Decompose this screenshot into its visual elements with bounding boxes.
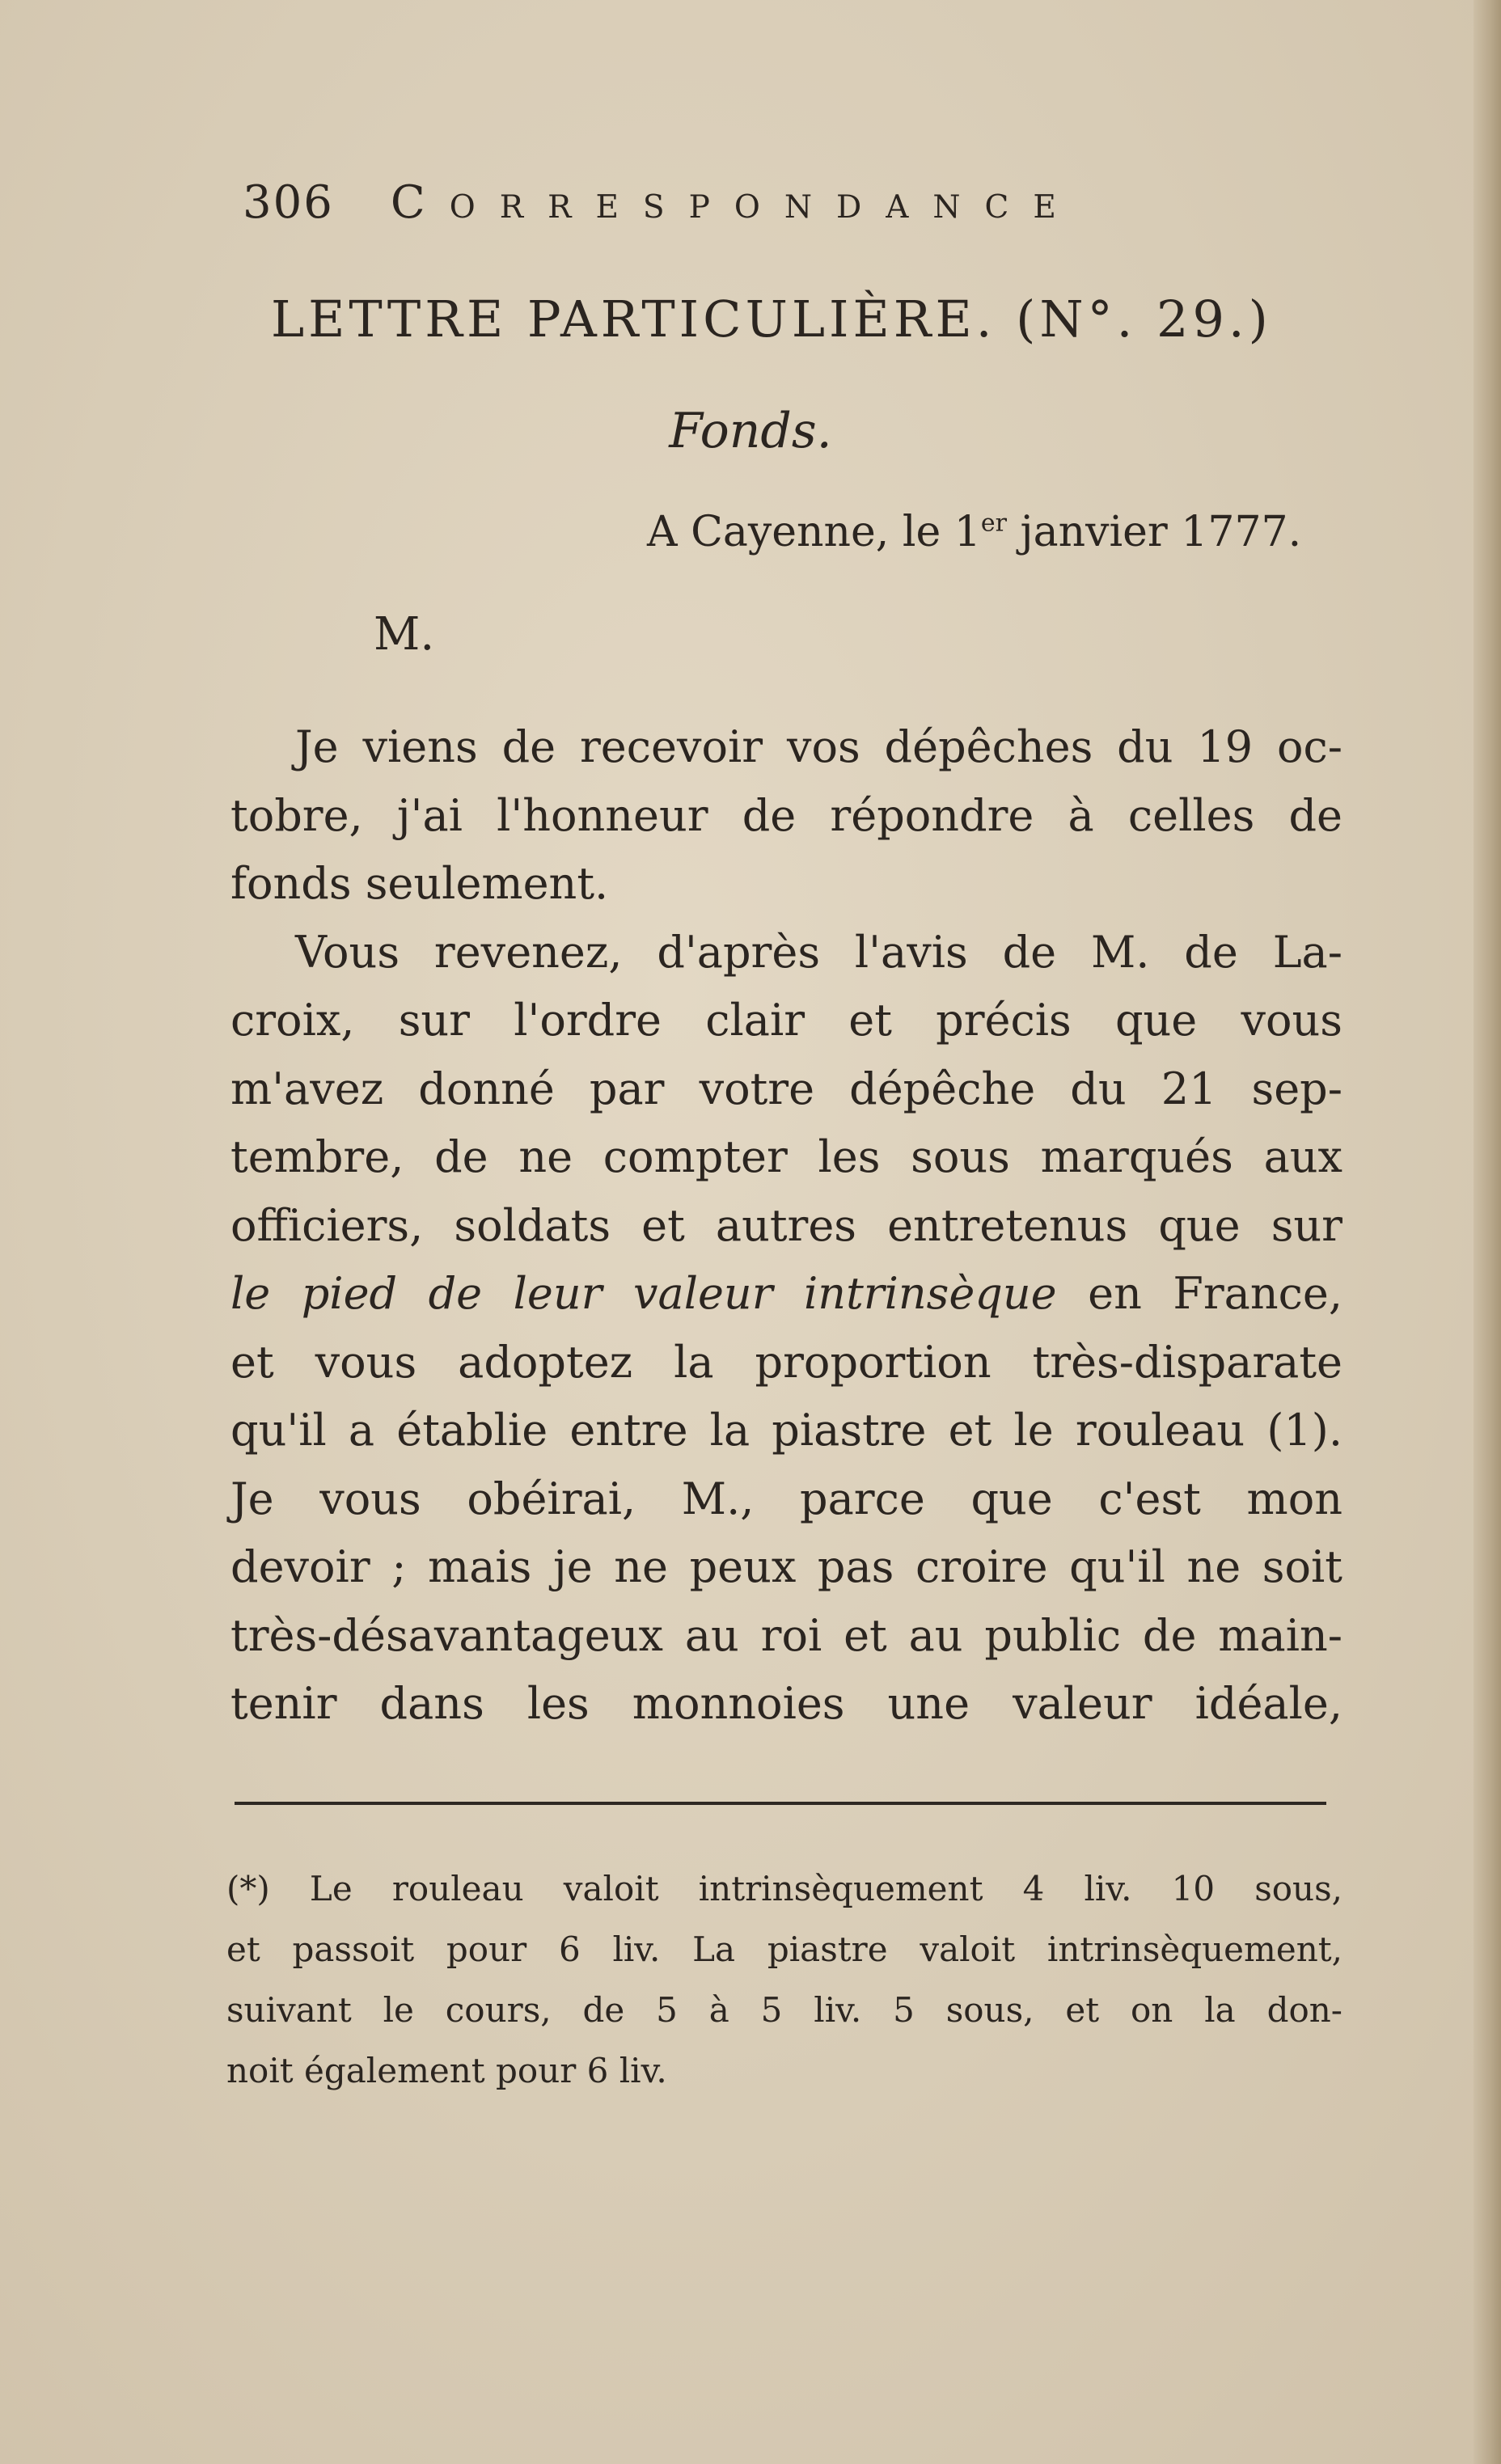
salutation: M.: [374, 608, 435, 661]
body-line: qu'il a établie entre la piastre et le rouleau (1).: [230, 1405, 1342, 1456]
letter-date: [647, 508, 1301, 556]
date-superscript: er: [980, 509, 1007, 538]
footnote-line: (*) Le rouleau valoit intrinsèquement 4 liv. 10 sous,: [226, 1869, 1342, 1908]
footnote-line: suivant le cours, de 5 à 5 liv. 5 sous, et on la don-: [226, 1990, 1342, 2030]
body-line: Je viens de recevoir vos dépêches du 19 oc-: [295, 721, 1342, 772]
body-line: m'avez donné par votre dépêche du 21 sep-: [230, 1063, 1342, 1114]
body-line: Vous revenez, d'après l'avis de M. de La-: [295, 926, 1342, 978]
page-number: 306: [243, 176, 334, 229]
footnote-line: et passoit pour 6 liv. La piastre valoit intrinsèquement,: [226, 1929, 1342, 1969]
body-line: tembre, de ne compter les sous marqués aux: [230, 1131, 1342, 1182]
body-line: tobre, j'ai l'honneur de répondre à celles de: [230, 789, 1342, 841]
italic-phrase: le pied de leur valeur intrinsèque: [230, 1268, 1057, 1319]
letter-title: LETTRE PARTICULIÈRE. (N°. 29.): [271, 290, 1272, 349]
body-line: et vous adoptez la proportion très-disparate: [230, 1336, 1342, 1388]
body-line: Je vous obéirai, M., parce que c'est mon: [230, 1473, 1342, 1524]
body-line-rest: en France,: [1056, 1268, 1342, 1319]
date-suffix: janvier 1777.: [1006, 508, 1302, 556]
body-line: [230, 1260, 1342, 1329]
body-line: très-désavantageux au roi et au public de main-: [230, 1609, 1342, 1661]
footnote: [226, 1858, 1342, 2101]
footnote-line: noit également pour 6 liv.: [226, 2051, 667, 2090]
letter-body: [230, 713, 1342, 1739]
date-prefix: A Cayenne, le 1: [647, 508, 981, 556]
letter-subject: Fonds.: [669, 403, 832, 459]
body-line: croix, sur l'ordre clair et précis que vous: [230, 995, 1342, 1046]
page-gutter: [1474, 0, 1501, 2464]
running-head: [243, 176, 1080, 229]
body-line: devoir ; mais je ne peux pas croire qu'il ne soit: [230, 1541, 1342, 1592]
footnote-rule: [235, 1802, 1326, 1805]
running-title: Correspondance: [390, 176, 1080, 229]
body-line: fonds seulement.: [230, 858, 609, 909]
body-line: officiers, soldats et autres entretenus que sur: [230, 1199, 1342, 1251]
body-line: tenir dans les monnoies une valeur idéale,: [230, 1678, 1342, 1729]
